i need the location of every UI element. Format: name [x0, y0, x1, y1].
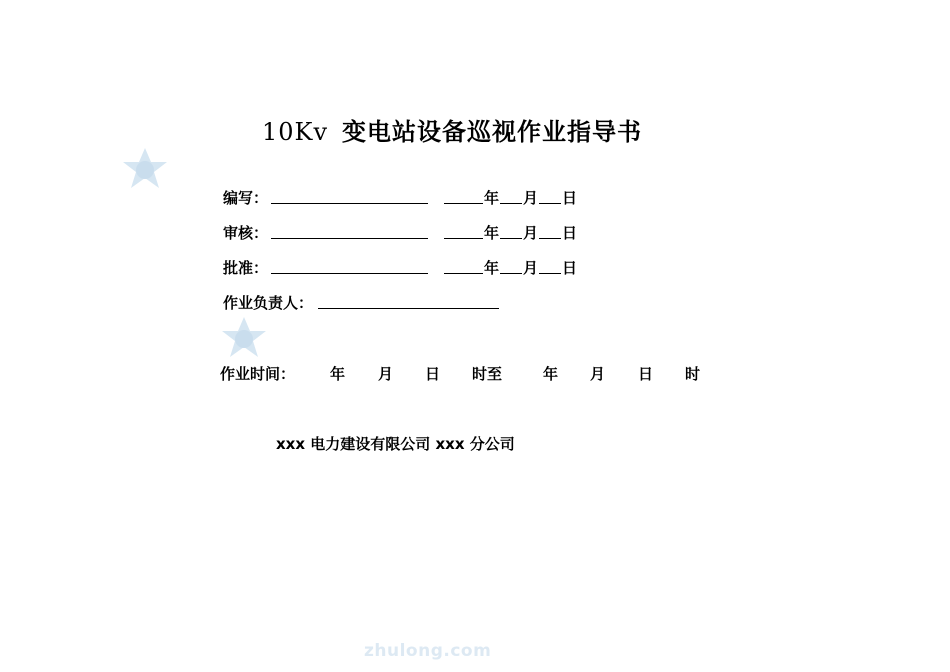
author-day-label: 日	[562, 189, 578, 207]
approver-month-label: 月	[523, 259, 539, 277]
approver-day-label: 日	[562, 259, 578, 277]
title-main: 变电站设备巡视作业指导书	[342, 118, 643, 146]
work-time-end-month: 月	[590, 365, 606, 383]
approver-year-line[interactable]	[444, 273, 483, 274]
watermark-snowflake-icon	[219, 315, 269, 363]
company-name: xxx 电力建设有限公司 xxx 分公司	[276, 435, 515, 453]
author-day-line[interactable]	[539, 203, 561, 204]
work-time-start-hour: 时至	[472, 365, 503, 383]
field-label-responsible: 作业负责人：	[223, 294, 314, 312]
author-month-line[interactable]	[500, 203, 522, 204]
document-title	[262, 112, 642, 147]
work-time-end-day: 日	[638, 365, 654, 383]
reviewer-year-line[interactable]	[444, 238, 483, 239]
author-signature-line[interactable]	[271, 203, 428, 204]
field-label-author: 编写：	[223, 189, 269, 207]
responsible-signature-line[interactable]	[318, 308, 499, 309]
approver-signature-line[interactable]	[271, 273, 428, 274]
approver-day-line[interactable]	[539, 273, 561, 274]
field-label-reviewer: 审核：	[223, 224, 269, 242]
author-year-line[interactable]	[444, 203, 483, 204]
work-time-end-year: 年	[543, 365, 559, 383]
author-year-label: 年	[484, 189, 500, 207]
watermark-snowflake-icon	[121, 146, 169, 194]
reviewer-month-line[interactable]	[500, 238, 522, 239]
reviewer-year-label: 年	[484, 224, 500, 242]
author-month-label: 月	[523, 189, 539, 207]
title-prefix: 10Kv	[262, 118, 329, 146]
field-label-approver: 批准：	[223, 259, 269, 277]
approver-month-line[interactable]	[500, 273, 522, 274]
approver-year-label: 年	[484, 259, 500, 277]
watermark-text: zhulong.com	[364, 641, 492, 661]
reviewer-day-label: 日	[562, 224, 578, 242]
reviewer-signature-line[interactable]	[271, 238, 428, 239]
reviewer-day-line[interactable]	[539, 238, 561, 239]
reviewer-month-label: 月	[523, 224, 539, 242]
work-time-label: 作业时间：	[220, 365, 296, 383]
work-time-start-day: 日	[425, 365, 441, 383]
work-time-start-month: 月	[378, 365, 394, 383]
work-time-start-year: 年	[330, 365, 346, 383]
work-time-end-hour: 时	[685, 365, 701, 383]
